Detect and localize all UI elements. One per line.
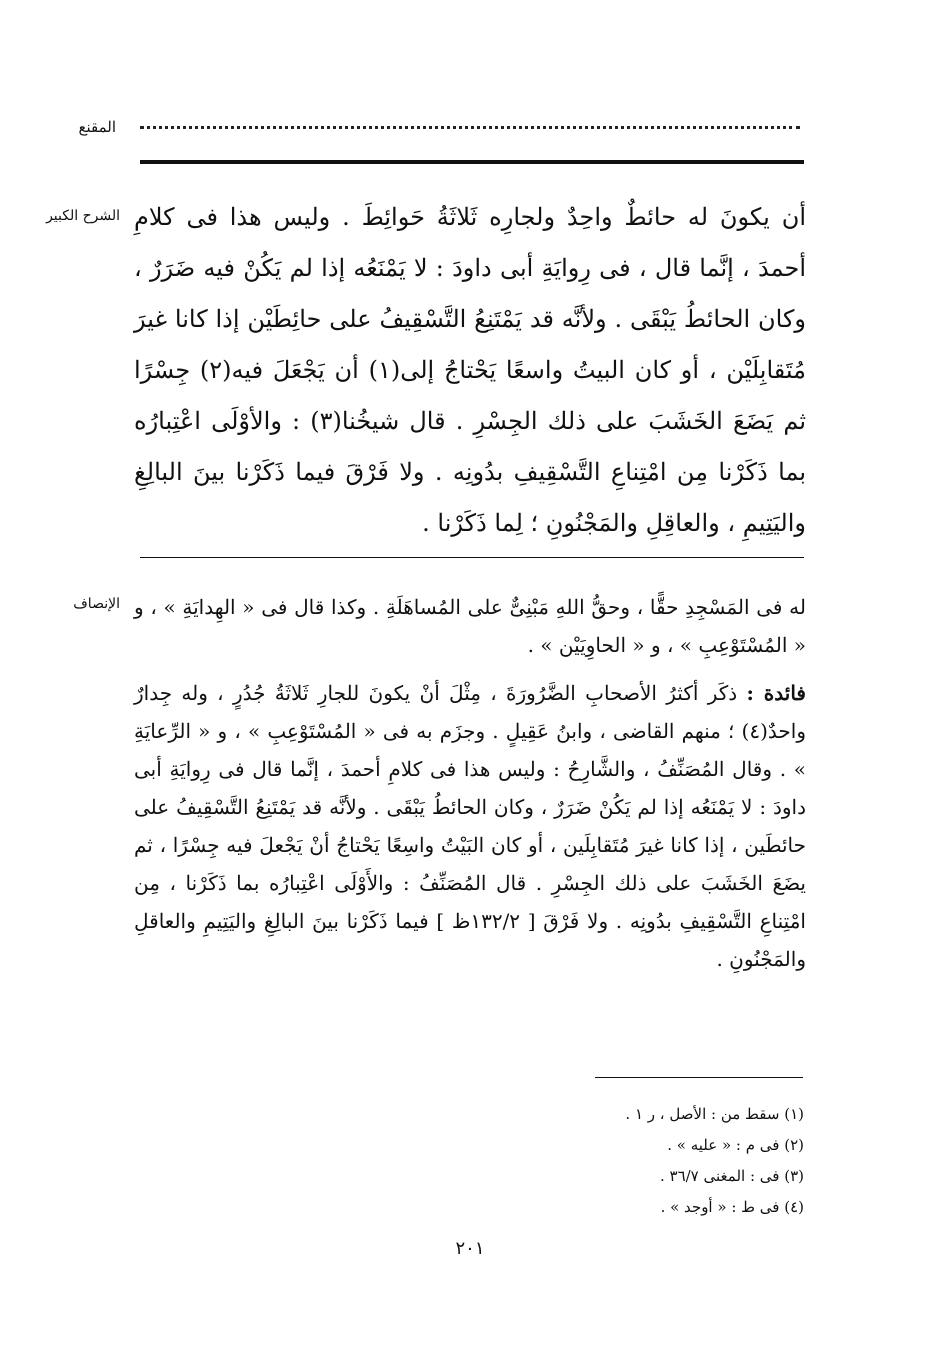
footnote-1: (١) سقط من : الأصل ، ر ١ . xyxy=(625,1105,804,1123)
faida-text: ذكَر أكثرُ الأصحابِ الضَّرُورَةَ ، مِثْلَ أنْ يكونَ للجارِ ثَلاثَةُ جُدُرٍ ، وله جِدارٌ واحدٌ(٤) ؛ منهم القاضى ، وابنُ عَقِيلٍ . وجزَم به فى « المُسْتَوْعِبِ » ، و « الرِّعايَةِ » . وقال المُصَنِّفُ ، والشَّارِحُ : وليس هذا فى كلامِ أحمدَ ، إنَّما قال فى رِوايَةِ أبى داودَ : لا يَمْنَعُه إذا لم يَكُنْ ضَرَرٌ ، وكان الحائطُ يَبْقَى . ولأنَّه قد يَمْتَنِعُ التَّسْقِيفُ على حائطَين ، إذا كانا غيرَ مُتَقابِلَين ، أو كان البَيْتُ واسِعًا يَحْتاجُ أنْ يَجْعلَ فيه جِسْرًا ، ثم يضَعَ الخَشَبَ على ذلك الجِسْرِ . قال المُصَنِّفُ : والأَوْلَى اعْتِبارُه بما ذَكَرْنا ، مِن امْتِناعِ التَّسْقِيفِ بدُونِه . ولا فَرْقَ [ ١٣٢/٢ظ ] فيما ذَكَرْنا بينَ البالِغِ واليَتِيمِ والعاقلِ والمَجْنُونِ . xyxy=(134,681,806,971)
sharh-section-label: الشرح الكبير xyxy=(46,208,120,224)
book-title: المقنع xyxy=(78,118,116,136)
header-rule xyxy=(140,160,804,164)
insaf-intro-paragraph: له فى المَسْجِدِ حقًّا ، وحقُّ اللهِ مَبْنِىٌّ على المُساهَلَةِ . وكذا قال فى « الهِدايَةِ » ، و « المُسْتَوْعِبِ » ، و « الحاوِيَيْن » . xyxy=(134,595,806,657)
footnote-2: (٢) فى م : « عليه » . xyxy=(667,1136,804,1154)
footnote-3: (٣) فى : المغنى ٣٦/٧ . xyxy=(659,1167,804,1185)
footnotes xyxy=(500,1099,804,1223)
page-number: ٢٠١ xyxy=(455,1238,485,1259)
insaf-body xyxy=(134,588,806,978)
footnote-rule xyxy=(595,1077,803,1078)
footnote-4: (٤) فى ط : « أوجد » . xyxy=(660,1198,804,1216)
section-divider xyxy=(140,557,804,558)
sharh-body-text: أن يكونَ له حائطٌ واحِدٌ ولجارِه ثَلاثَةُ حَوائِطَ . وليس هذا فى كلامِ أحمدَ ، إنَّما قال ، فى رِوايَةِ أبى داودَ : لا يَمْنَعُه إذا لم يَكُنْ فيه ضَرَرٌ ، وكان الحائطُ يَبْقَى . ولأنَّه قد يَمْتَنِعُ التَّسْقِيفُ على حائِطَيْن إذا كانا غيرَ مُتَقابِلَيْن ، أو كان البيتُ واسعًا يَحْتاجُ إلى(١) أن يَجْعَلَ فيه(٢) جِسْرًا ثم يَضَعَ الخَشَبَ على ذلك الجِسْرِ . قال شيخُنا(٣) : والأوْلَى اعْتِبارُه بما ذَكَرْنا مِن امْتِناعِ التَّسْقِيفِ بدُونِه . ولا فَرْقَ فيما ذَكَرْنا بينَ البالِغِ واليَتِيمِ ، والعاقِلِ والمَجْنُونِ ؛ لِما ذَكَرْنا . xyxy=(134,203,807,537)
faida-paragraph xyxy=(134,674,806,978)
header-dotted-line xyxy=(140,126,800,129)
faida-label: فائدة : xyxy=(746,681,806,705)
insaf-section-label: الإنصاف xyxy=(73,596,120,612)
